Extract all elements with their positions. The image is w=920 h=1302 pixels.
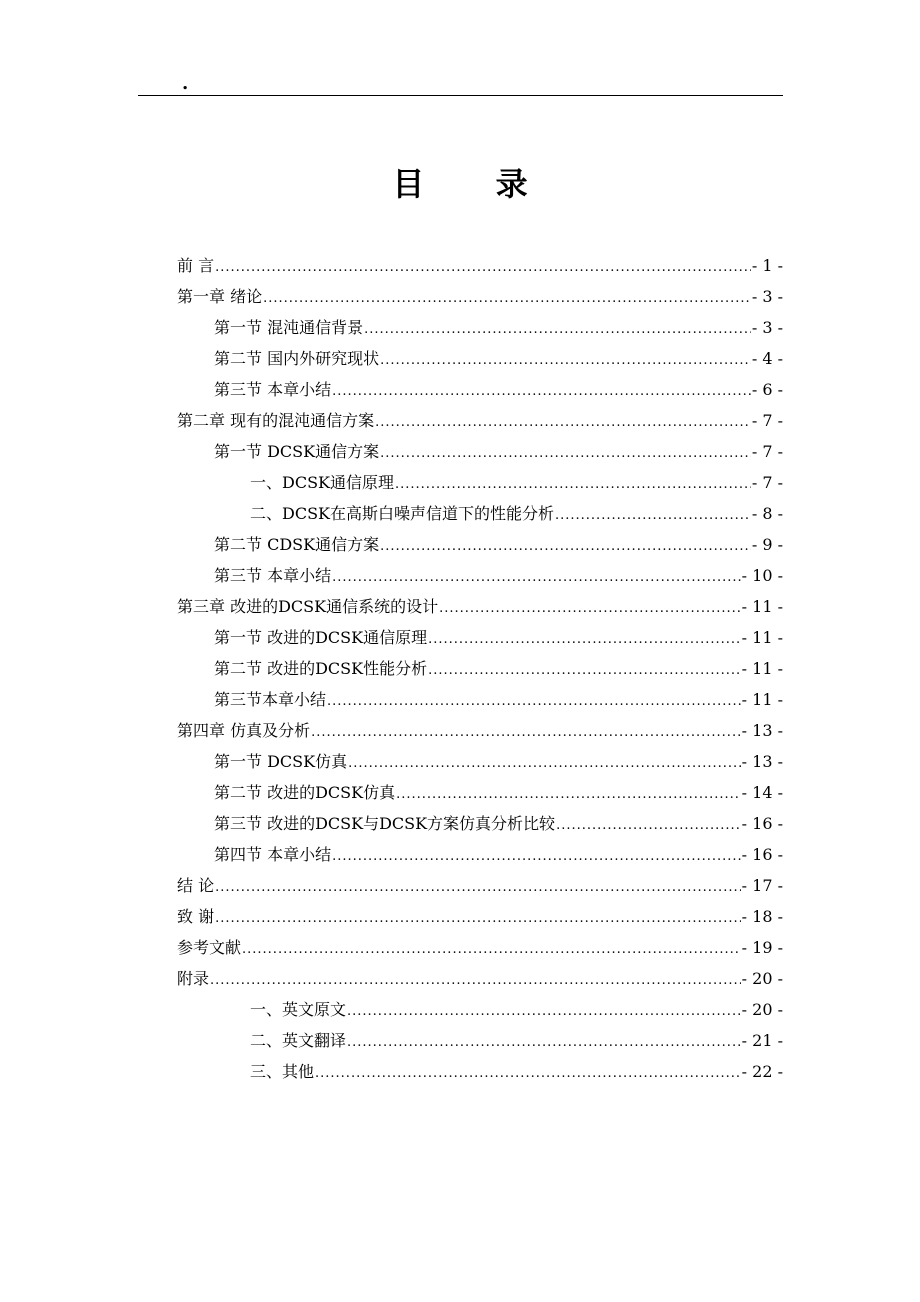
toc-entry-section-4-1[interactable] (177, 746, 783, 777)
toc-leader-dots (315, 1058, 741, 1089)
toc-leader-dots (395, 469, 751, 500)
toc-entry-section-3-1[interactable] (177, 622, 783, 653)
toc-leader-dots (263, 283, 751, 314)
toc-entry-page: - 13 - (741, 752, 783, 771)
toc-entry-label: 第一节 改进的DCSK通信原理 (214, 628, 428, 647)
toc-entry-page: - 4 - (751, 349, 783, 368)
toc-leader-dots (348, 748, 741, 779)
toc-entry-section-4-4[interactable] (177, 839, 783, 870)
toc-entry-label: 参考文献 (177, 938, 242, 957)
toc-entry-page: - 3 - (751, 287, 783, 306)
toc-entry-page: - 9 - (751, 535, 783, 554)
toc-leader-dots (332, 562, 741, 593)
toc-entry-section-2-3[interactable] (177, 560, 783, 591)
header-mark: . (182, 73, 189, 94)
toc-entry-chapter-1[interactable] (177, 281, 783, 312)
toc-entry-label: 致 谢 (177, 907, 215, 926)
toc-entry-label: 第一节 DCSK通信方案 (214, 442, 380, 461)
toc-leader-dots (556, 810, 741, 841)
toc-entry-chapter-4[interactable] (177, 715, 783, 746)
toc-entry-label: 前 言 (177, 256, 215, 275)
toc-entry-page: - 20 - (741, 1000, 783, 1019)
toc-entry-section-4-2[interactable] (177, 777, 783, 808)
toc-entry-appendix[interactable] (177, 963, 783, 994)
toc-leader-dots (439, 593, 741, 624)
toc-entry-chapter-3[interactable] (177, 591, 783, 622)
toc-entry-section-2-1[interactable] (177, 436, 783, 467)
toc-entry-label: 第三章 改进的DCSK通信系统的设计 (177, 597, 439, 616)
toc-entry-references[interactable] (177, 932, 783, 963)
toc-leader-dots (311, 717, 741, 748)
toc-entry-section-3-2[interactable] (177, 653, 783, 684)
toc-entry-page: - 11 - (741, 690, 783, 709)
toc-entry-section-4-3[interactable] (177, 808, 783, 839)
toc-leader-dots (380, 531, 751, 562)
toc-leader-dots (242, 934, 741, 965)
toc-leader-dots (210, 965, 741, 996)
toc-entry-page: - 3 - (751, 318, 783, 337)
toc-entry-subsection-2-1-2[interactable] (177, 498, 783, 529)
toc-entry-preface[interactable] (177, 250, 783, 281)
toc-entry-acknowledgements[interactable] (177, 901, 783, 932)
toc-entry-label: 第二节 改进的DCSK仿真 (214, 783, 396, 802)
toc-entry-page: - 19 - (741, 938, 783, 957)
toc-entry-section-1-1[interactable] (177, 312, 783, 343)
toc-entry-page: - 16 - (741, 845, 783, 864)
toc-leader-dots (375, 407, 751, 438)
toc-entry-page: - 7 - (751, 473, 783, 492)
toc-entry-label: 第四章 仿真及分析 (177, 721, 311, 740)
toc-leader-dots (428, 624, 741, 655)
toc-entry-label: 一、英文原文 (250, 1000, 347, 1019)
toc-leader-dots (380, 438, 751, 469)
toc-entry-label: 第三节 本章小结 (214, 380, 332, 399)
toc-entry-label: 三、其他 (250, 1062, 315, 1081)
toc-leader-dots (347, 996, 741, 1027)
header-rule (138, 95, 783, 96)
toc-leader-dots (215, 252, 751, 283)
toc-entry-label: 结 论 (177, 876, 215, 895)
toc-entry-page: - 16 - (741, 814, 783, 833)
toc-leader-dots (215, 872, 741, 903)
toc-list (177, 250, 783, 1087)
toc-entry-page: - 7 - (751, 411, 783, 430)
toc-entry-page: - 22 - (741, 1062, 783, 1081)
toc-entry-label: 二、DCSK在高斯白噪声信道下的性能分析 (250, 504, 554, 523)
toc-entry-label: 第三节 改进的DCSK与DCSK方案仿真分析比较 (214, 814, 556, 833)
toc-title: 目 录 (392, 165, 558, 203)
toc-entry-page: - 6 - (751, 380, 783, 399)
toc-entry-label: 第二节 改进的DCSK性能分析 (214, 659, 428, 678)
toc-entry-page: - 17 - (741, 876, 783, 895)
toc-entry-page: - 7 - (751, 442, 783, 461)
toc-entry-section-3-3[interactable] (177, 684, 783, 715)
toc-leader-dots (327, 686, 741, 717)
toc-entry-label: 第二章 现有的混沌通信方案 (177, 411, 375, 430)
toc-leader-dots (380, 345, 751, 376)
toc-entry-appendix-2[interactable] (177, 1025, 783, 1056)
toc-entry-appendix-3[interactable] (177, 1056, 783, 1087)
toc-entry-page: - 14 - (741, 783, 783, 802)
toc-entry-label: 二、英文翻译 (250, 1031, 347, 1050)
toc-entry-label: 第四节 本章小结 (214, 845, 332, 864)
toc-entry-label: 第一节 混沌通信背景 (214, 318, 364, 337)
toc-entry-conclusion[interactable] (177, 870, 783, 901)
toc-entry-page: - 1 - (751, 256, 783, 275)
toc-entry-label: 第一节 DCSK仿真 (214, 752, 348, 771)
toc-leader-dots (332, 376, 751, 407)
toc-entry-label: 一、DCSK通信原理 (250, 473, 394, 492)
toc-entry-label: 第三节本章小结 (214, 690, 327, 709)
toc-entry-page: - 11 - (741, 597, 783, 616)
toc-entry-label: 第一章 绪论 (177, 287, 263, 306)
toc-entry-page: - 11 - (741, 628, 783, 647)
toc-entry-page: - 10 - (741, 566, 783, 585)
toc-entry-page: - 20 - (741, 969, 783, 988)
toc-entry-chapter-2[interactable] (177, 405, 783, 436)
toc-entry-section-1-3[interactable] (177, 374, 783, 405)
toc-entry-page: - 21 - (741, 1031, 783, 1050)
toc-leader-dots (555, 500, 751, 531)
toc-entry-appendix-1[interactable] (177, 994, 783, 1025)
toc-leader-dots (396, 779, 741, 810)
toc-leader-dots (215, 903, 741, 934)
toc-entry-section-1-2[interactable] (177, 343, 783, 374)
toc-leader-dots (428, 655, 741, 686)
toc-leader-dots (332, 841, 741, 872)
toc-leader-dots (347, 1027, 741, 1058)
toc-entry-page: - 8 - (751, 504, 783, 523)
toc-entry-label: 第三节 本章小结 (214, 566, 332, 585)
toc-entry-label: 第二节 CDSK通信方案 (214, 535, 380, 554)
toc-entry-page: - 18 - (741, 907, 783, 926)
toc-entry-page: - 11 - (741, 659, 783, 678)
toc-entry-section-2-2[interactable] (177, 529, 783, 560)
toc-entry-subsection-2-1-1[interactable] (177, 467, 783, 498)
toc-entry-label: 第二节 国内外研究现状 (214, 349, 380, 368)
toc-entry-page: - 13 - (741, 721, 783, 740)
toc-entry-label: 附录 (177, 969, 210, 988)
toc-leader-dots (364, 314, 751, 345)
